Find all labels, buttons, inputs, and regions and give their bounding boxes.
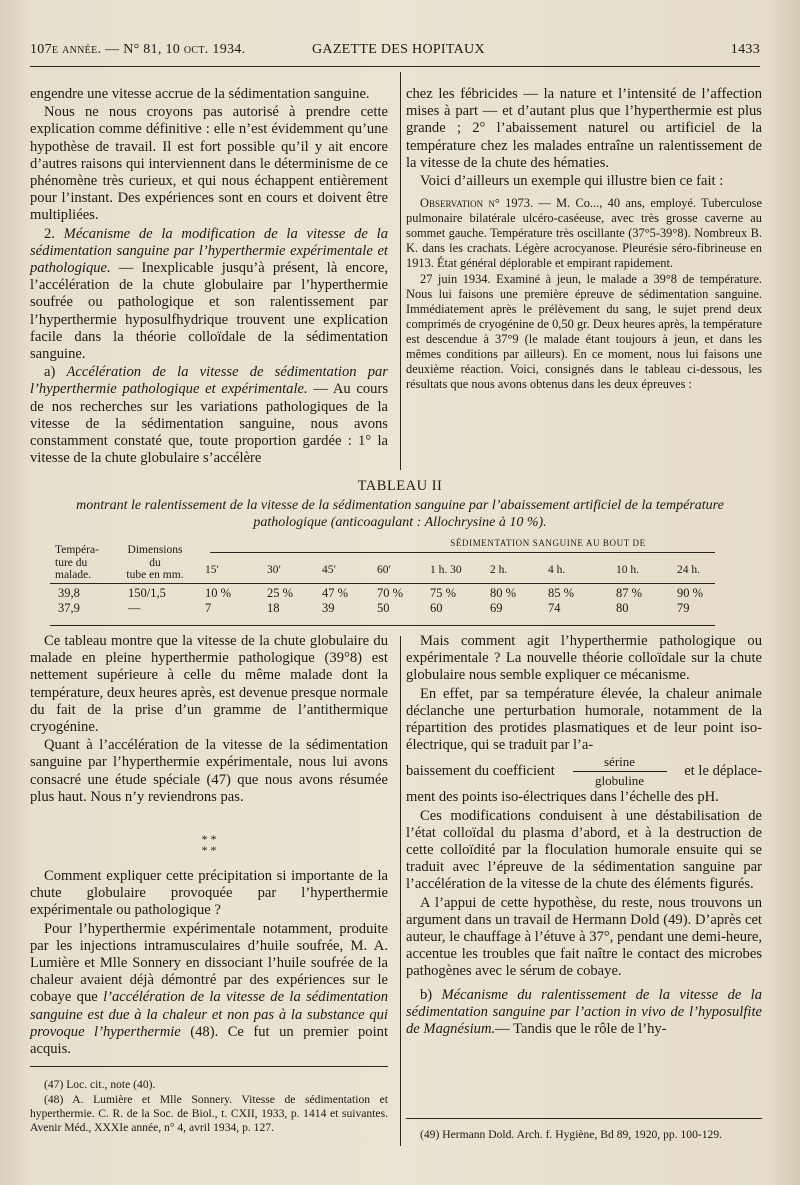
emphasized-text: l’accélération de la vitesse de la sédimentation sanguine est due à la chaleur et non pas à la substance qui provoque l’hyperthermie xyxy=(30,989,388,1040)
header-dimensions xyxy=(118,544,192,582)
ratio-fraction xyxy=(573,755,667,788)
paragraph-text: — Au cours de nos recherches sur les variations pathologiques de la vitesse de la sédimentation sanguine, nous avons constamment constaté que, toute proportion gardée : 1° la vitesse de la chute globulaire s’accélère xyxy=(30,381,388,467)
column-bottom-right xyxy=(406,633,762,1038)
sedimentation-value-cell: 50 xyxy=(377,601,390,615)
header-temperature xyxy=(55,544,99,582)
footnotes-right xyxy=(406,1128,762,1142)
sedimentation-value-cell: 69 xyxy=(490,601,503,615)
temperature-cell: 37,9 xyxy=(58,601,80,615)
footnote-47: (47) Loc. cit., note (40). xyxy=(44,1078,156,1091)
paragraph xyxy=(30,921,388,1059)
paragraph: ment des points iso-électriques dans l’échelle des pH. xyxy=(406,789,719,806)
paragraph: Voici d’ailleurs un exemple qui illustre bien ce fait : xyxy=(420,173,724,190)
sedimentation-value-cell: 70 % xyxy=(377,586,404,600)
sedimentation-value-cell: 60 xyxy=(430,601,443,615)
table-subtitle-line: montrant le ralentissement de la vitesse de la sédimentation sanguine par l’abaissement artificiel de la température xyxy=(76,498,724,513)
sedimentation-value-cell: 7 xyxy=(205,601,212,615)
paragraph-text: Pour l’hyperthermie expérimentale notamment, produite par les injections intramusculaires d’huile soufrée, M. A. Lumière et Mlle Sonnery en dissociant l’huile soufrée de la chaleur avaient déjà démontré par des expériences sur le cobaye que xyxy=(30,920,388,1006)
time-header: 15′ xyxy=(205,564,220,576)
paragraph: Ces modifications conduisent à une déstabilisation de l’état colloïdal du plasma d’abord, et à la destruction de cette colloïdité par la floculation humorale ensuite qui se traduit avec l’épreuve de la sédimentation sanguine par l’accélération de la vitesse de la chute des éléments figurés. xyxy=(406,807,762,893)
sedimentation-value-cell: 25 % xyxy=(267,586,294,600)
fraction-line xyxy=(406,755,762,788)
issue-info: 107e année. — N° 81, 10 oct. 1934. xyxy=(30,42,246,57)
section-paragraph xyxy=(406,987,762,1039)
paragraph: chez les fébricides — la nature et l’intensité de l’affection mises à part — et d’autant plus que l’hyperthermie est plus grande ; 2° l’abaissement naturel ou artificiel de la température chez les malades entraîne un ralentissement de la vitesse de la chute des hématies. xyxy=(406,86,762,171)
time-header: 1 h. 30 xyxy=(430,564,462,576)
sedimentation-value-cell: 39 xyxy=(322,601,335,615)
footnotes-left xyxy=(30,1078,388,1135)
footnote-rule xyxy=(30,1066,388,1067)
table-subtitle-line: pathologique (anticoagulant : Allochrysine à 10 %). xyxy=(253,515,547,530)
footnote-48: (48) A. Lumière et Mlle Sonnery. Vitesse de sédimentation et hyperthermie. C. R. de la Soc. de Biol., t. CXII, 1933, p. 1414 et suivantes. Avenir Méd., XXXIe année, n° 4, avril 1934, p. 127. xyxy=(30,1093,388,1134)
fraction-lead-text: baissement du coefficient xyxy=(406,763,555,780)
dimension-cell: 150/1,5 xyxy=(128,586,166,600)
paragraph-text: — Inexplicable jusqu’à présent, là encore, l’accélération de la chute globulaire par l’hyperthermie soufrée ou pathologique et son ralentissement par l’hyperthermie hyposulfhydrique trouvent une explication facile dans la théorie colloïdale de la sédimentation sanguine. xyxy=(30,260,388,363)
paragraph: Nous ne nous croyons pas autorisé à prendre cette explication comme définitive : elle n’est évidemment qu’une hypothèse de travail. Il est fort possible qu’il y ait encore d’autres raisons qui interviennent dans le déterminisme de ce phénomène très curieux, et qui nous échappent entièrement pour l’instant. Des expériences sont en cours et doivent être multipliées. xyxy=(30,104,388,224)
table-header-rule xyxy=(50,583,715,584)
paragraph: Quant à l’accélération de la vitesse de la sédimentation sanguine par l’hyperthermie expérimentale, nous lui avons consacré une étude spéciale (47) que nous avons résumée plus haut. Nous n’y reviendrons pas. xyxy=(30,737,388,805)
sedimentation-value-cell: 18 xyxy=(267,601,280,615)
fraction-bar xyxy=(573,771,667,772)
paragraph: A l’appui de cette hypothèse, du reste, nous trouvons un argument dans un travail de Hermann Dold (49). D’après cet auteur, le chauffage à l’étuve à 37°, pendant une demi-heure, accentue les troubles que fait naître le contact des microbes pathogènes avec le sérum de cobaye. xyxy=(406,894,762,980)
section-separator-stars: * * * * xyxy=(201,832,217,858)
paragraph-text: (48). Ce fut un premier point acquis. xyxy=(30,1023,388,1058)
section-title: Mécanisme du ralentissement de la vitesse de la sédimentation sanguine par l’action in vivo de l’hyposulfite de Magnésium. xyxy=(406,986,763,1038)
paragraph: Ce tableau montre que la vitesse de la chute globulaire du malade en pleine hyperthermie pathologique (39°8) est nettement supérieure à celle du même malade dont la température, deux heures après, est devenue presque normale du fait de la prise d’un gramme de l’antithermique cryogénine. xyxy=(30,633,388,736)
dimension-cell: — xyxy=(128,601,141,615)
sedimentation-value-cell: 80 % xyxy=(490,586,517,600)
header-text: tube en mm. xyxy=(126,569,184,581)
temperature-cell: 39,8 xyxy=(58,586,80,600)
section-title: Mécanisme de la modification de la vitesse de la sédimentation sanguine par l’hyperthermie expérimentale et pathologique. xyxy=(30,225,388,277)
header-text: du xyxy=(149,556,161,569)
header-text: malade. xyxy=(55,569,92,581)
sedimentation-value-cell: 90 % xyxy=(677,586,704,600)
fraction-tail-text: et le déplace- xyxy=(684,763,762,780)
time-header: 24 h. xyxy=(677,564,700,576)
table-title: TABLEAU II xyxy=(357,478,443,494)
section-title: Accélération de la vitesse de sédimentation par l’hyperthermie pathologique et expérimentale. xyxy=(30,364,388,398)
section-number: a) xyxy=(44,364,67,381)
fraction-numerator: sérine xyxy=(604,754,636,770)
footnote-rule xyxy=(406,1118,762,1119)
paragraph: Comment expliquer cette précipitation si importante de la chute globulaire provoquée par l’hyperthermie expérimentale ou pathologique ? xyxy=(30,868,388,919)
paragraph: engendre une vitesse accrue de la sédimentation sanguine. xyxy=(30,86,370,102)
sedimentation-value-cell: 85 % xyxy=(548,586,575,600)
page-number: 1433 xyxy=(730,42,760,57)
paragraph-text: — Tandis que le rôle de l’hy- xyxy=(495,1021,667,1038)
fraction-denominator: globuline xyxy=(594,773,645,789)
time-header: 30′ xyxy=(267,564,282,576)
sedimentation-value-cell: 80 xyxy=(616,601,629,615)
time-header: 60′ xyxy=(377,564,392,576)
time-header: 45′ xyxy=(322,564,337,576)
sedimentation-value-cell: 87 % xyxy=(616,586,643,600)
time-header: 2 h. xyxy=(490,564,508,576)
footnote-49: (49) Hermann Dold. Arch. f. Hygiène, Bd 89, 1920, pp. 100-129. xyxy=(420,1128,723,1141)
column-divider-bottom xyxy=(400,636,401,1146)
table-bottom-rule xyxy=(50,625,715,626)
paragraph: En effet, par sa température élevée, la chaleur animale déclanche une perturbation humorale, notamment de la répartition des protides plasmatiques et de leur point iso-électrique, qui se traduit par l’a- xyxy=(406,685,762,754)
sedimentation-value-cell: 74 xyxy=(548,601,561,615)
header-text: Dimensions xyxy=(127,544,183,556)
sedimentation-value-cell: 47 % xyxy=(322,586,349,600)
header-text: Tempéra- xyxy=(55,544,99,556)
column-bottom-left xyxy=(30,633,388,1058)
observation-label: Observation n° 1973. xyxy=(420,196,534,211)
sedimentation-value-cell: 79 xyxy=(677,601,690,615)
sedimentation-value-cell: 10 % xyxy=(205,586,232,600)
header-text: ture du xyxy=(55,556,88,569)
observation-text: — M. Co..., 40 ans, employé. Tuberculose pulmonaire bilatérale ulcéro-caséeuse, avec très grosse caverne au sommet gauche. Température très oscillante (37°5-39°8). Nombreux B. K. dans les crachats. Légère acrocyanose. Pleurésie séro-fibrineuse en 1913. État général déplorable et empirant rapidement. xyxy=(406,196,762,271)
section-number: b) xyxy=(420,986,442,1003)
section-number: 2. xyxy=(44,225,64,242)
time-header: 4 h. xyxy=(548,564,566,576)
paragraph: Mais comment agit l’hyperthermie pathologique ou expérimentale ? La nouvelle théorie colloïdale sur la chute globulaire nous semble expliquer ce mécanisme. xyxy=(406,633,762,684)
group-header: SÉDIMENTATION SANGUINE AU BOUT DE xyxy=(450,538,646,548)
sedimentation-value-cell: 75 % xyxy=(430,586,457,600)
observation-paragraph: 27 juin 1934. Examiné à jeun, le malade a 39°8 de température. Nous lui faisons une première épreuve de sédimentation sanguine. Immédiatement après le prélèvement du sang, le sujet prend deux comprimés de cryogénine de 0,50 gr. Deux heures après, la température est descendue à 37°9 (le malade étant toujours à jeun, et dans les mêmes conditions par ailleurs). En ce moment, nous lui faisons une deuxième réaction. Voici, consignés dans le tableau ci-dessous, les résultats que nous avons obtenus dans les deux épreuves : xyxy=(406,272,762,392)
time-header: 10 h. xyxy=(616,564,639,576)
journal-title: GAZETTE DES HOPITAUX xyxy=(312,42,485,57)
group-header-rule xyxy=(210,552,715,553)
